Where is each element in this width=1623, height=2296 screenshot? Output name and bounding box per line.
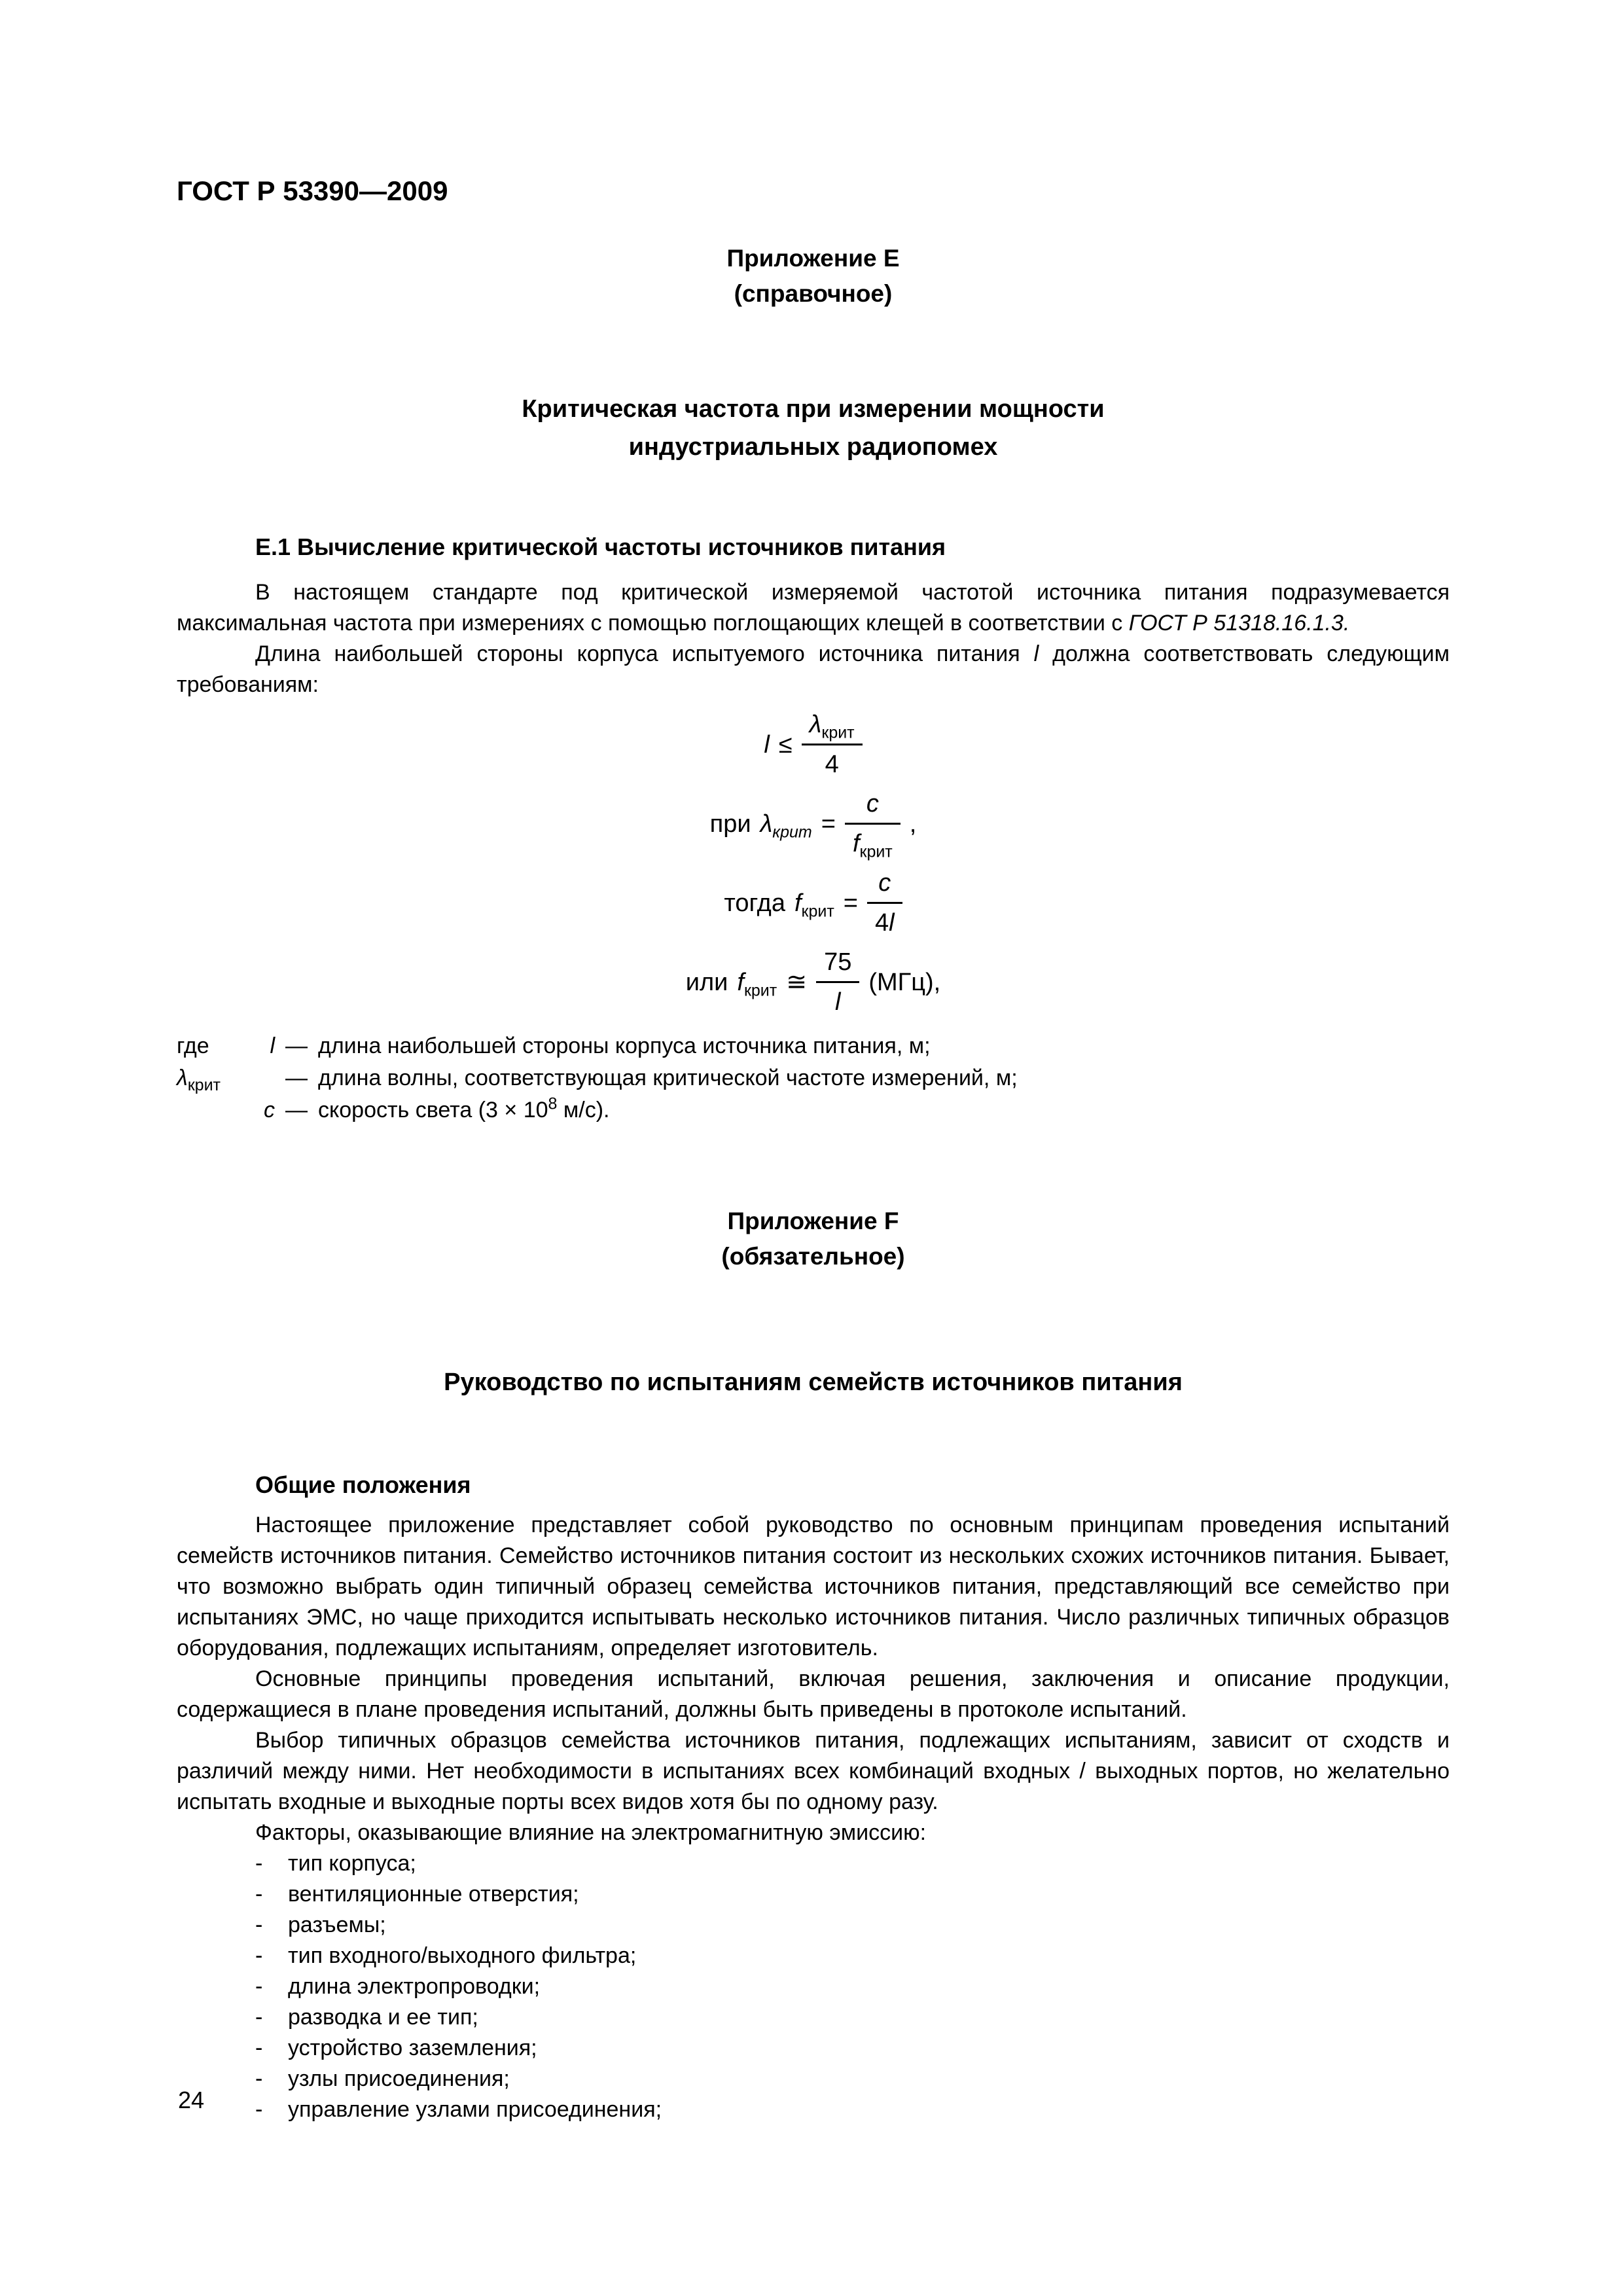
- paragraph-f-1: Настоящее приложение представляет собой руководство по основным принципам проведения испытаний семейств источников питания. Семейство источников питания состоит из нескольких схожих источников питания. Бывает, что возможно выбрать один типичный образец семейства источников питания, представляющий все семейство при испытаниях ЭМС, но чаще приходится испытывать несколько источников питания. Число различных типичных образцов оборудования, подлежащих испытаниям, определяет изготовитель.: [177, 1513, 1450, 1660]
- list-item-text: узлы присоединения;: [288, 2066, 510, 2091]
- paragraph-text: Длина наибольшей стороны корпуса испытуемого источника питания: [255, 641, 1034, 666]
- bullet-dash: -: [255, 1943, 263, 1968]
- paragraph-f-3: Выбор типичных образцов семейства источников питания, подлежащих испытаниям, зависит от сходств и различий между ними. Нет необходимости в испытаниях всех комбинаций входных / выходных портов, но желательно испытать входные и выходные порты всех видов хотя бы по одному разу.: [177, 1728, 1450, 1814]
- variable-l: l: [1033, 641, 1039, 666]
- bullet-dash: -: [255, 1912, 263, 1937]
- list-item: [177, 2064, 1450, 2094]
- where-row-c: [177, 1094, 1450, 1126]
- formula-f-crit-approx: [177, 947, 1450, 1017]
- list-item: [177, 1879, 1450, 1910]
- section-e1-heading: Е.1 Вычисление критической частоты источников питания: [255, 533, 946, 560]
- list-item-text: управление узлами присоединения;: [288, 2097, 662, 2122]
- formula-lhs: $f_{крит}$: [737, 968, 777, 1000]
- variable-l: l: [270, 1033, 275, 1058]
- relation-sign: =: [821, 810, 836, 838]
- bullet-dash: -: [255, 1882, 263, 1907]
- where-term: [177, 1094, 275, 1126]
- formula-lhs: $\lambda_{крит}$: [760, 810, 812, 842]
- appendix-e-title: [177, 390, 1450, 466]
- where-intro: где: [177, 1033, 209, 1058]
- where-term: [177, 1030, 275, 1062]
- where-term: [177, 1062, 275, 1094]
- fraction: [867, 868, 902, 938]
- formula-lhs: l: [764, 730, 770, 759]
- fraction-denominator: 4: [825, 751, 839, 778]
- exponent: 8: [548, 1094, 558, 1113]
- formula-prefix: при: [709, 810, 751, 838]
- appendix-f-title: Руководство по испытаниям семейств источников питания: [444, 1369, 1183, 1396]
- list-item: [177, 2002, 1450, 2033]
- fraction-denominator: $f_{крит}$: [852, 830, 893, 861]
- bullet-dash: -: [255, 2005, 263, 2030]
- formula-length-condition: [177, 709, 1450, 780]
- formula-suffix: ,: [909, 810, 917, 838]
- fraction-numerator: 75: [816, 947, 859, 983]
- bullet-dash: -: [255, 2036, 263, 2060]
- list-item: [177, 1971, 1450, 2002]
- list-item-text: длина электропроводки;: [288, 1974, 541, 1999]
- appendix-f-kind: (обязательное): [721, 1243, 905, 1270]
- bullet-dash: -: [255, 1974, 263, 1999]
- dash: —: [285, 1033, 308, 1058]
- where-row-l: [177, 1030, 1450, 1062]
- fraction-numerator: $\lambda_{крит}$: [802, 709, 863, 745]
- formula-suffix: (МГц),: [868, 968, 941, 996]
- gost-reference: ГОСТ Р 51318.16.1.3.: [1128, 611, 1350, 636]
- relation-sign: =: [843, 889, 858, 917]
- paragraph-e1-2: [177, 639, 1450, 700]
- list-item-text: тип входного/выходного фильтра;: [288, 1943, 637, 1968]
- fraction-denominator: 4l: [875, 909, 895, 937]
- variable-lambda-crit: $\lambda_{крит}$: [177, 1066, 221, 1094]
- paragraph-f-2: Основные принципы проведения испытаний, включая решения, заключения и описание продукции, содержащиеся в плане проведения испытаний, должны быть приведены в протоколе испытаний.: [177, 1666, 1450, 1722]
- list-item-text: вентиляционные отверстия;: [288, 1882, 579, 1907]
- list-item: [177, 1848, 1450, 1879]
- formula-lhs: $f_{крит}$: [794, 889, 834, 921]
- appendix-e-label: Приложение Е: [726, 245, 900, 272]
- running-header: ГОСТ Р 53390—2009: [177, 175, 448, 206]
- bullet-dash: -: [255, 1851, 263, 1876]
- where-definition: скорость света ($3 \times 10^8$ м/с).: [318, 1094, 610, 1122]
- list-item: [177, 1910, 1450, 1941]
- list-item: [177, 2094, 1450, 2125]
- list-item-text: тип корпуса;: [288, 1851, 416, 1876]
- paragraph-e1-1: [177, 577, 1450, 639]
- where-definition: длина наибольшей стороны корпуса источника питания, м;: [318, 1033, 931, 1058]
- list-item-text: разъемы;: [288, 1912, 386, 1937]
- fraction-numerator: c: [845, 789, 901, 825]
- fraction: [816, 947, 859, 1017]
- general-provisions-heading: Общие положения: [255, 1471, 471, 1498]
- fraction: [845, 789, 901, 859]
- formula-lambda-crit: [177, 789, 1450, 859]
- variable-c: с: [264, 1098, 275, 1122]
- paragraph-text: должна соответствовать следующим требованиям:: [177, 641, 1450, 697]
- list-item-text: разводка и ее тип;: [288, 2005, 478, 2030]
- appendix-e-title-line1: Критическая частота при измерении мощности: [522, 395, 1105, 423]
- bullet-dash: -: [255, 2097, 263, 2122]
- paragraph-text: В настоящем стандарте под критической измеряемой частотой источника питания подразумевается максимальная частота при измерениях с помощью поглощающих клещей в соответствии с: [177, 580, 1450, 636]
- dash: —: [285, 1098, 308, 1122]
- appendix-f-label: Приложение F: [727, 1208, 899, 1234]
- page-number: 24: [178, 2087, 205, 2113]
- relation-sign: ≤: [778, 730, 793, 759]
- list-item-text: устройство заземления;: [288, 2036, 537, 2060]
- where-row-lambda: [177, 1062, 1450, 1094]
- where-definitions: [177, 1030, 1450, 1126]
- appendix-e-title-line2: индустриальных радиопомех: [628, 433, 998, 461]
- fraction-denominator: l: [834, 988, 841, 1016]
- formula-prefix: тогда: [724, 889, 785, 917]
- fraction-numerator: c: [867, 868, 902, 904]
- dash: —: [285, 1066, 308, 1090]
- formula-prefix: или: [685, 968, 728, 996]
- emission-factors-list: [177, 1848, 1450, 2125]
- list-item: [177, 2033, 1450, 2064]
- bullet-dash: -: [255, 2066, 263, 2091]
- formula-f-crit: [177, 868, 1450, 938]
- fraction: [802, 709, 863, 780]
- list-item: [177, 1941, 1450, 1971]
- where-definition: длина волны, соответствующая критической частоте измерений, м;: [318, 1066, 1018, 1090]
- appendix-e-kind: (справочное): [734, 280, 893, 307]
- paragraph-f-4: Факторы, оказывающие влияние на электромагнитную эмиссию:: [255, 1820, 927, 1845]
- relation-sign: ≅: [786, 968, 808, 996]
